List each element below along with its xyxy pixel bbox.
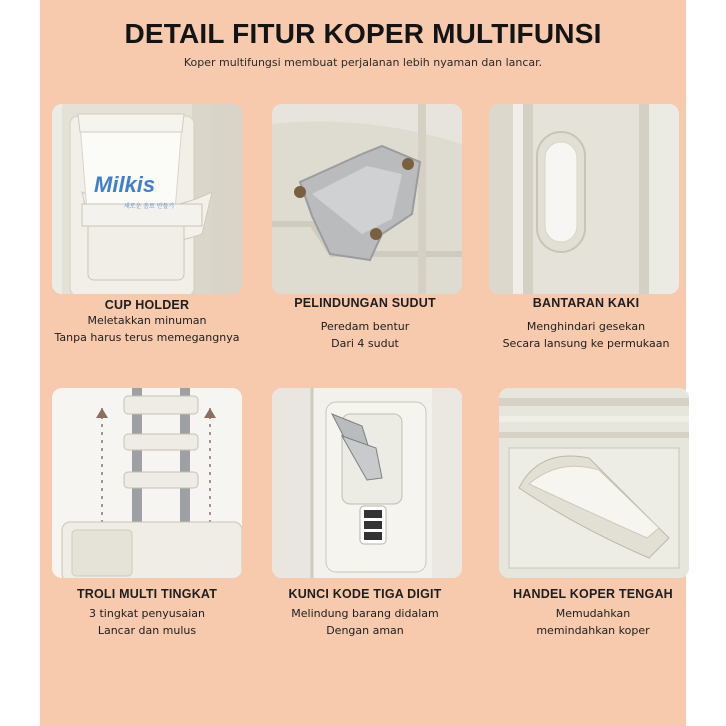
feature-name: CUP HOLDER [104,298,190,312]
combination-lock-photo [272,388,462,578]
feature-line-1: Memudahkan [555,607,631,620]
cup-holder-illustration [52,104,242,294]
cup-brand-logo: Milkis [94,172,156,197]
feature-name: PELINDUNGAN SUDUT [294,296,436,310]
caption-trolley [27,587,267,639]
feature-line-1: Melindung barang didalam [291,607,439,620]
cup-holder-photo [52,104,242,294]
feature-line-2: Dengan aman [326,624,404,637]
middle-handle-photo [499,388,689,578]
trolley-photo [52,388,242,578]
caption-middle-handle [473,587,713,639]
caption-corner-protection [245,296,485,352]
feature-name: BANTARAN KAKI [532,296,640,310]
foot-pad-photo [489,104,679,294]
caption-foot-pad [466,296,706,352]
feature-name: HANDEL KOPER TENGAH [513,587,673,601]
feature-line-1: 3 tingkat penyusaian [89,607,205,620]
middle-handle-illustration [499,388,689,578]
page-title: DETAIL FITUR KOPER MULTIFUNSI [124,18,602,49]
foot-pad-illustration [489,104,679,294]
feature-line-2: Lancar dan mulus [97,624,197,637]
cup-small-text: 새로운 음료 만들기 [124,203,175,210]
feature-line-1: Menghindari gesekan [526,320,646,333]
feature-line-2: Dari 4 sudut [331,337,399,350]
feature-line-2: Secara lansung ke permukaan [502,337,670,350]
feature-line-1: Meletakkan minuman [87,314,207,327]
feature-line-2: memindahkan koper [536,624,650,637]
corner-protection-photo [272,104,462,294]
feature-name: KUNCI KODE TIGA DIGIT [288,587,442,601]
trolley-illustration [52,388,242,578]
combination-lock-illustration [272,388,462,578]
corner-protection-illustration [272,104,462,294]
caption-combination-lock [245,587,485,639]
feature-line-1: Peredam bentur [320,320,410,333]
caption-cup-holder [27,298,267,346]
page-subtitle: Koper multifungsi membuat perjalanan lebih nyaman dan lancar. [183,56,543,69]
feature-name: TROLI MULTI TINGKAT [76,587,218,601]
feature-line-2: Tanpa harus terus memegangnya [54,331,240,344]
